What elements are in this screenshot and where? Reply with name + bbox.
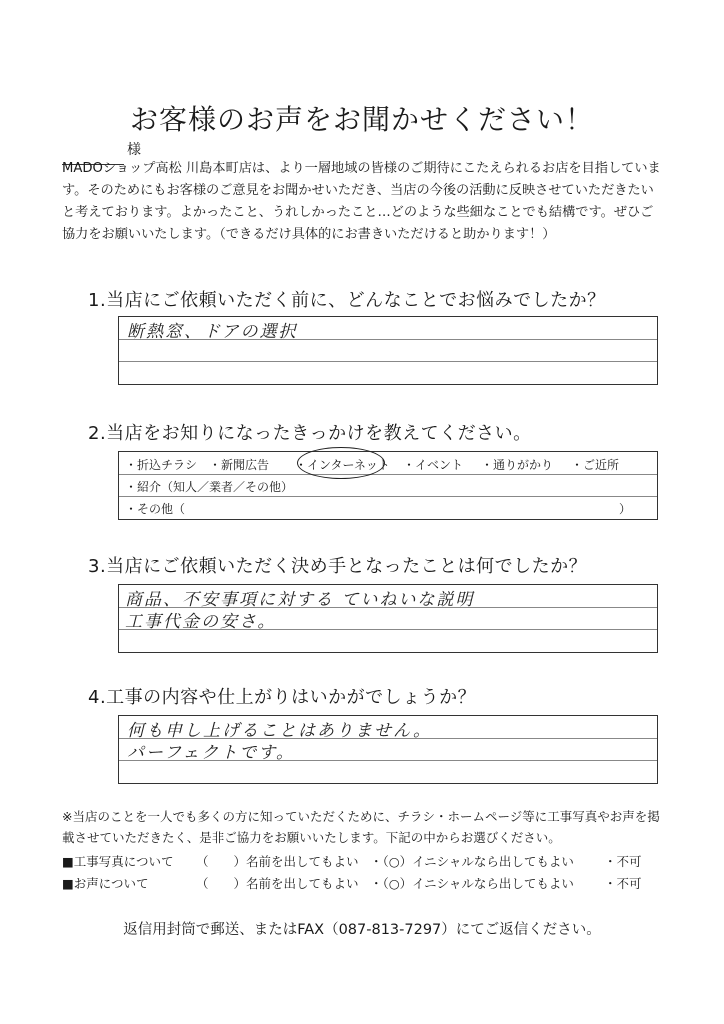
option-event: ・イベント [403, 458, 464, 472]
answer-box-1 [118, 316, 658, 385]
permission-voice-name-ok: （ ）名前を出してもよい [196, 876, 359, 891]
option-other-close: ） [619, 502, 632, 516]
permission-photo-label: ■工事写真について [62, 854, 174, 869]
handwritten-answer-4-line-2: パーフェクトです。 [127, 743, 295, 763]
option-neighbor: ・ご近所 [571, 458, 620, 472]
question-1: 1.当店にご依頼いただく前に、どんなことでお悩みでしたか？ [88, 290, 606, 311]
salutation: 様 [127, 142, 141, 158]
permission-photo-initials-ok: ・（○）イニシャルなら出してもよい [370, 854, 574, 869]
options-box-2 [118, 451, 658, 520]
ruled-line [119, 361, 657, 362]
question-2: 2.当店をお知りになったきっかけを教えてください。 [88, 423, 532, 444]
option-passing-by: ・通りがかり [481, 458, 554, 472]
permission-voice-initials-ok: ・（○）イニシャルなら出してもよい [370, 876, 574, 891]
reply-instructions: 返信用封筒で郵送、またはFAX（087-813-7297）にてご返信ください。 [123, 922, 601, 938]
publication-notice: ※当店のことを一人でも多くの方に知っていただくために、チラシ・ホームページ等に工事写真やお声を掲載させていただきたく、是非ご協力をお願いいたします。下記の中からお選びください。 [62, 809, 660, 845]
option-referral: ・紹介（知人／業者／その他） [125, 480, 294, 494]
permission-photo-name-ok: （ ）名前を出してもよい [196, 854, 359, 869]
option-newspaper: ・新聞広告 [209, 458, 270, 472]
answer-box-3 [118, 584, 658, 653]
page-title: お客様のお声をお聞かせください！ [129, 103, 594, 136]
ruled-line [119, 474, 657, 475]
intro-text: MADOショップ高松 川島本町店は、より一層地域の皆様のご期待にこたえられるお店を目指しています。そのためにもお客様のご意見をお聞かせいただき、当店の今後の活動に反映させていただきたいと考えております。よかったこと、うれしかったこと…どのような些細なことでも結構です。ぜひご協力をお願いいたします。（できるだけ具体的にお書きいただけると助かります！） [62, 161, 661, 242]
question-4: 4.工事の内容や仕上がりはいかがでしょうか？ [88, 687, 477, 708]
option-internet: ・インターネット [295, 458, 390, 472]
handwritten-answer-3-line-2: 工事代金の安さ。 [125, 612, 277, 632]
selected-option-circle [297, 447, 385, 479]
answer-box-4 [118, 715, 658, 784]
option-other: ・その他（ [125, 502, 186, 516]
handwritten-answer-4-line-1: 何も申し上げることはありません。 [127, 721, 433, 741]
option-flyer: ・折込チラシ [125, 458, 198, 472]
permission-voice-no: ・不可 [604, 876, 642, 891]
question-3: 3.当店にご依頼いただく決め手となったことは何でしたか？ [88, 556, 588, 577]
permission-voice-label: ■お声について [62, 876, 149, 891]
permission-photo-no: ・不可 [604, 854, 642, 869]
handwritten-answer-3-line-1: 商品、不安事項に対する ていねいな説明 [125, 590, 475, 610]
ruled-line [119, 496, 657, 497]
handwritten-answer-1-line-1: 断熱窓、ドアの選択 [127, 322, 298, 342]
